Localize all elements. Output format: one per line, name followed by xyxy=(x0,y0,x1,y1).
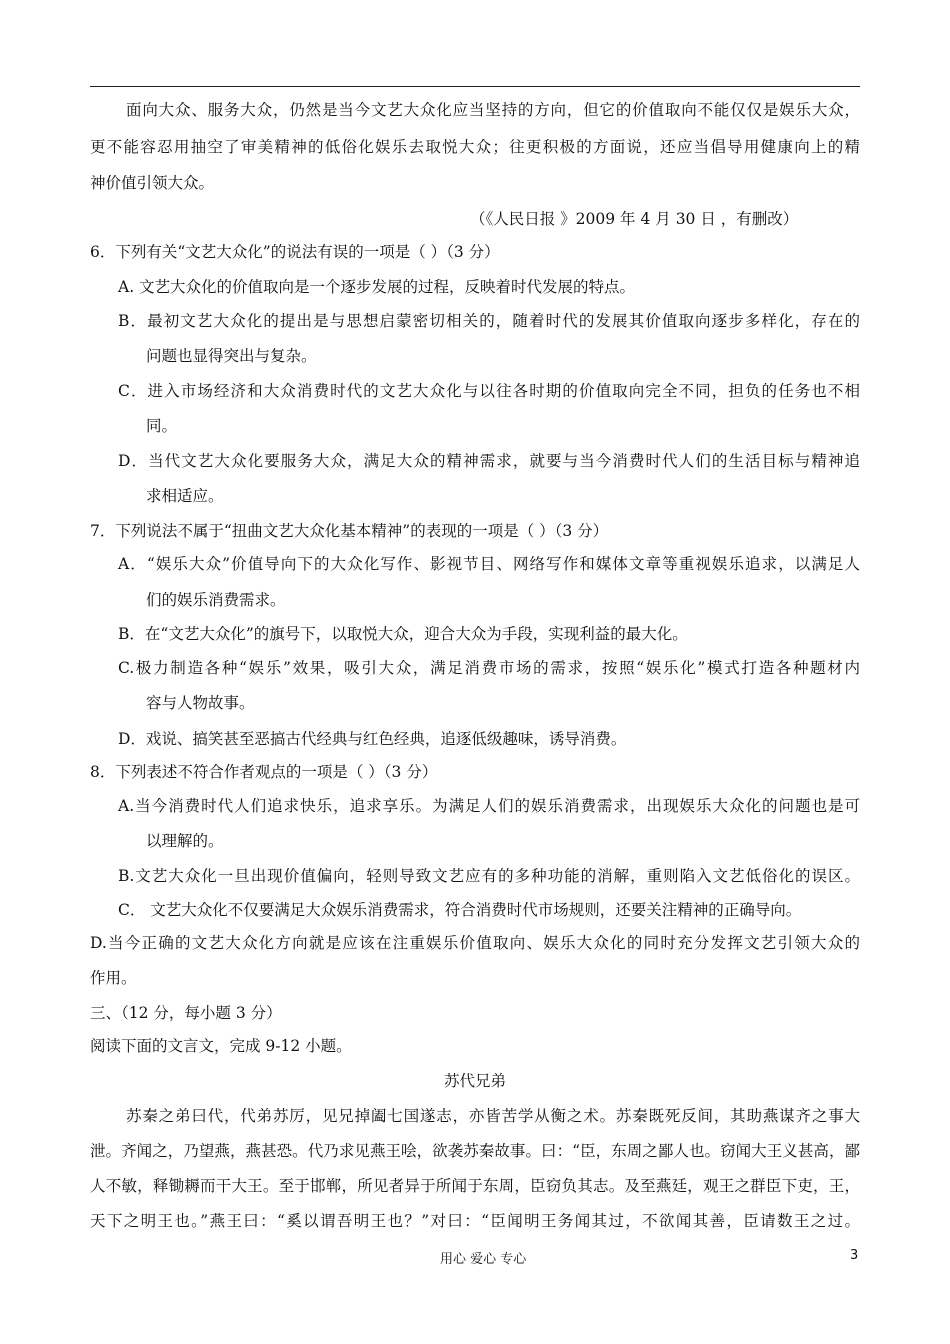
classical-text-line-3: 人不敏，释锄耨而干大王。至于邯郸，所见者异于所闻于东周，臣窃负其志。及至燕廷，观王之群臣下吏，王， xyxy=(90,1177,860,1195)
q8-option-b: B.文艺大众化一旦出现价值偏向，轻则导致文艺应有的多种功能的消解，重则陷入文艺低俗化的误区。 xyxy=(118,867,860,885)
q8-option-c: C． 文艺大众化不仅要满足大众娱乐消费需求，符合消费时代市场规则，还要关注精神的正确导向。 xyxy=(118,901,802,919)
q7-stem: 7．下列说法不属于“扭曲文艺大众化基本精神”的表现的一项是（ ）（3 分） xyxy=(90,522,609,540)
section-3-instruction: 阅读下面的文言文，完成 9-12 小题。 xyxy=(90,1037,352,1055)
q8-option-d: D.当今正确的文艺大众化方向就是应该在注重娱乐价值取向、娱乐大众化的同时充分发挥文艺引领大众的 xyxy=(90,934,860,952)
q6-stem: 6．下列有关“文艺大众化”的说法有误的一项是（ ）（3 分） xyxy=(90,243,500,261)
q6-option-b-cont: 问题也显得突出与复杂。 xyxy=(146,347,317,365)
q7-option-a-cont: 们的娱乐消费需求。 xyxy=(146,591,286,609)
passage-line-1: 面向大众、服务大众，仍然是当今文艺大众化应当坚持的方向，但它的价值取向不能仅仅是娱乐大众， xyxy=(126,101,860,119)
q6-option-c-cont: 同。 xyxy=(146,417,178,435)
classical-text-line-4: 天下之明王也。”燕王曰：“奚以谓吾明王也？”对曰：“臣闻明王务闻其过，不欲闻其善，臣请数王之过。 xyxy=(90,1212,860,1230)
q7-option-d: D．戏说、搞笑甚至恶搞古代经典与红色经典，追逐低级趣味，诱导消费。 xyxy=(118,730,627,748)
q8-option-a: A.当今消费时代人们追求快乐，追求享乐。为满足人们的娱乐消费需求，出现娱乐大众化的问题也是可 xyxy=(118,797,860,815)
classical-text-title: 苏代兄弟 xyxy=(443,1072,506,1090)
q6-option-d: D．当代文艺大众化要服务大众，满足大众的精神需求，就要与当今消费时代人们的生活目标与精神追 xyxy=(118,452,860,470)
classical-text-line-2: 泄。齐闻之，乃望燕，燕甚恐。代乃求见燕王哙，欲袭苏秦故事。曰：“臣，东周之鄙人也。窃闻大王义甚高，鄙 xyxy=(90,1142,860,1160)
q6-option-b: B．最初文艺大众化的提出是与思想启蒙密切相关的，随着时代的发展其价值取向逐步多样化，存在的 xyxy=(118,312,860,330)
passage-line-3: 神价值引领大众。 xyxy=(90,174,215,192)
q7-option-c: C.极力制造各种“娱乐”效果，吸引大众，满足消费市场的需求，按照“娱乐化”模式打造各种题材内 xyxy=(118,659,860,677)
q8-option-a-cont: 以理解的。 xyxy=(146,832,224,850)
footer-slogan: 用心 爱心 专心 xyxy=(440,1252,527,1267)
q7-option-a: A．“娱乐大众”价值导向下的大众化写作、影视节目、网络写作和媒体文章等重视娱乐追求，以满足人 xyxy=(118,555,860,573)
q6-option-d-cont: 求相适应。 xyxy=(146,487,224,505)
section-3-heading: 三、（12 分，每小题 3 分） xyxy=(90,1004,282,1022)
q8-stem: 8．下列表述不符合作者观点的一项是（ ）（3 分） xyxy=(90,763,438,781)
page-number: 3 xyxy=(850,1248,859,1263)
passage-line-2: 更不能容忍用抽空了审美精神的低俗化娱乐去取悦大众；往更积极的方面说，还应当倡导用健康向上的精 xyxy=(90,138,860,156)
classical-text-line-1: 苏秦之弟曰代，代弟苏厉，见兄掉阖七国遂志，亦皆苦学从衡之术。苏秦既死反间，其助燕谋齐之事大 xyxy=(126,1107,860,1125)
q6-option-a: A. 文艺大众化的价值取向是一个逐步发展的过程，反映着时代发展的特点。 xyxy=(118,278,636,296)
q6-option-c: C．进入市场经济和大众消费时代的文艺大众化与以往各时期的价值取向完全不同，担负的任务也不相 xyxy=(118,382,860,400)
header-rule xyxy=(90,86,860,87)
q7-option-c-cont: 容与人物故事。 xyxy=(146,694,255,712)
q7-option-b: B．在“文艺大众化”的旗号下，以取悦大众，迎合大众为手段，实现利益的最大化。 xyxy=(118,625,688,643)
source-citation: （《人民日报 》2009 年 4 月 30 日 ，有删改） xyxy=(470,210,799,228)
q8-option-d-cont: 作用。 xyxy=(90,969,137,987)
